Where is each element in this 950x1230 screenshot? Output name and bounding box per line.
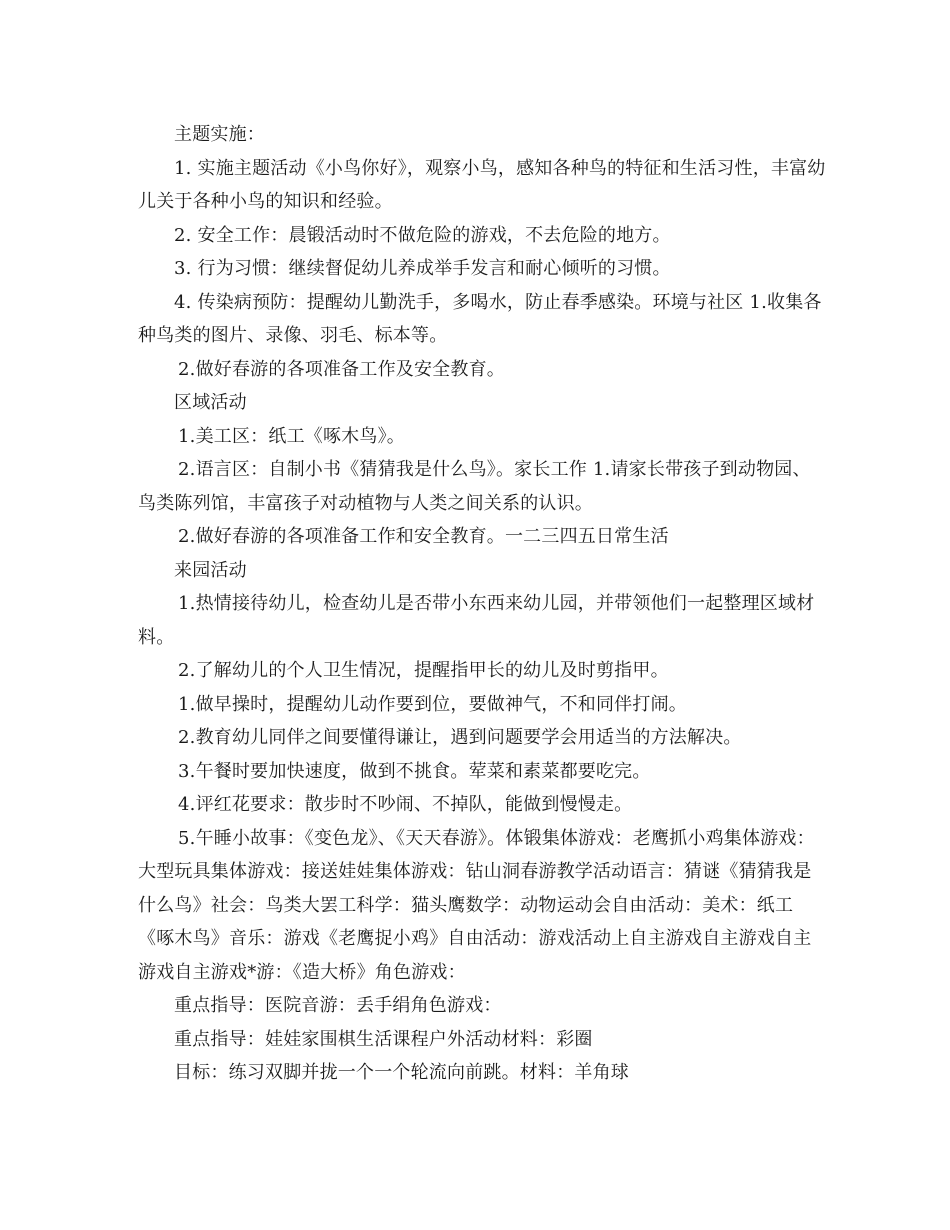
heading-arrival-activities: 来园活动 (174, 559, 247, 581)
paragraph-spring-outing-prep: 2.做好春游的各项准备工作及安全教育。 (178, 358, 505, 380)
paragraph-nap-story-schedule: 5.午睡小故事：《变色龙》、《天天春游》。体锻集体游戏：老鹰抓小鸡集体游戏：大型玩具集体游戏：接送娃娃集体游戏：钻山洞春游教学活动语言：猜谜《猜猜我是什么鸟》社会：鸟类大罢工科学：猫头鹰数学：动物运动会自由活动：美术：纸工《啄木鸟》音乐：游戏《老鹰捉小鸡》自由活动：游戏活动上自主游戏自主游戏自主游戏自主游戏*游：《造大桥》角色游戏： (138, 827, 815, 983)
paragraph-key-guidance-hospital: 重点指导：医院音游：丢手绢角色游戏： (174, 995, 502, 1016)
paragraph-hygiene-check: 2.了解幼儿的个人卫生情况，提醒指甲长的幼儿及时剪指甲。 (178, 660, 669, 681)
heading-area-activities: 区域活动 (174, 392, 247, 413)
paragraph-safety-work: 2. 安全工作：晨锻活动时不做危险的游戏，不去危险的地方。 (174, 224, 671, 246)
paragraph-spring-outing-safety: 2.做好春游的各项准备工作和安全教育。一二三四五日常生活 (178, 526, 669, 547)
paragraph-theme-activity: 1. 实施主题活动《小鸟你好》，观察小鸟，感知各种鸟的特征和生活习性，丰富幼儿关于各种小鸟的知识和经验。 (138, 157, 826, 212)
paragraph-goal-jumping: 目标：练习双脚并拢一个一个轮流向前跳。材料：羊角球 (174, 1062, 629, 1083)
paragraph-morning-exercise: 1.做早操时，提醒幼儿动作要到位，要做神气，不和同伴打闹。 (178, 693, 687, 715)
heading-theme-implementation: 主题实施： (174, 124, 265, 145)
paragraph-behavior-habits: 3. 行为习惯：继续督促幼儿养成举手发言和耐心倾听的习惯。 (174, 258, 671, 279)
paragraph-greet-children: 1.热情接待幼儿，检查幼儿是否带小东西来幼儿园，并带领他们一起整理区域材料。 (138, 593, 815, 648)
document-body (138, 118, 828, 1090)
paragraph-red-flower: 4.评红花要求：散步时不吵闹、不掉队，能做到慢慢走。 (178, 794, 633, 815)
paragraph-lunch: 3.午餐时要加快速度，做到不挑食。荤菜和素菜都要吃完。 (178, 760, 651, 782)
paragraph-language-area: 2.语言区：自制小书《猜猜我是什么鸟》。家长工作 1.请家长带孩子到动物园、鸟类陈列馆，丰富孩子对动植物与人类之间关系的认识。 (138, 459, 811, 514)
paragraph-peer-courtesy: 2.教育幼儿同伴之间要懂得谦让，遇到问题要学会用适当的方法解决。 (178, 727, 742, 748)
paragraph-disease-prevention: 4. 传染病预防：提醒幼儿勤洗手，多喝水，防止春季感染。环境与社区 1.收集各种鸟类的图片、录像、羽毛、标本等。 (138, 291, 822, 346)
paragraph-art-area: 1.美工区：纸工《啄木鸟》。 (178, 425, 405, 447)
paragraph-key-guidance-dollhouse: 重点指导：娃娃家围棋生活课程户外活动材料：彩圈 (174, 1028, 593, 1050)
